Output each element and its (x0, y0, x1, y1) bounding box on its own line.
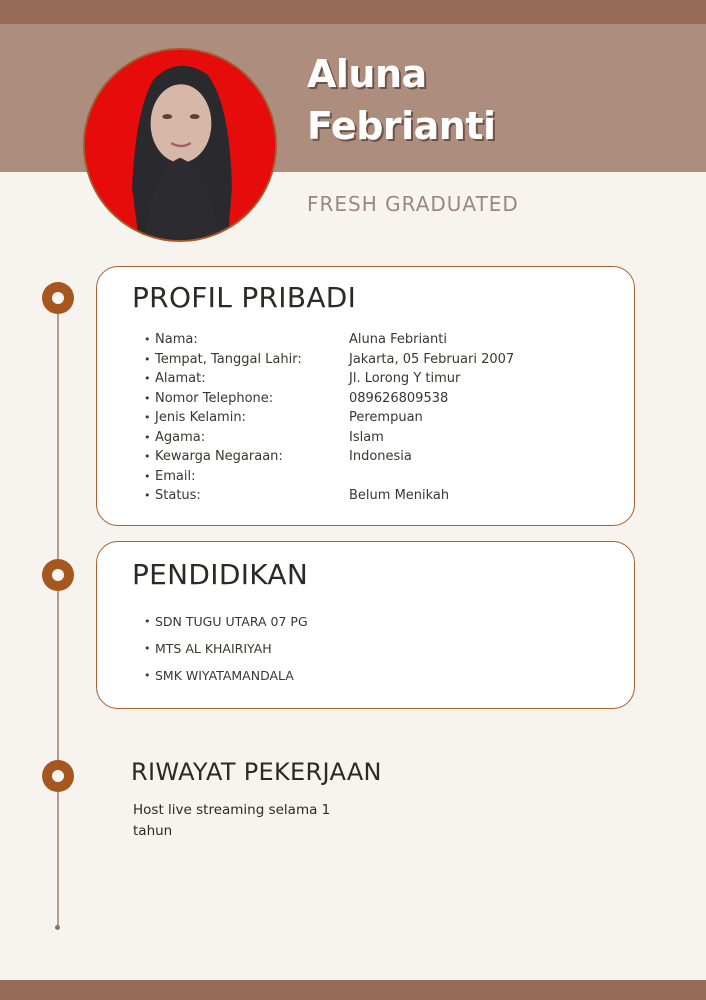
list-item: • SDN TUGU UTARA 07 PG (144, 608, 308, 635)
profile-card (96, 266, 635, 526)
section-title: RIWAYAT PEKERJAAN (131, 758, 382, 786)
field-label: Jenis Kelamin: (155, 410, 246, 425)
profile-photo (83, 48, 277, 242)
section-title: PROFIL PRIBADI (132, 281, 357, 314)
list-item: • SMK WIYATAMANDALA (144, 662, 308, 689)
job-subtitle: FRESH GRADUATED (307, 192, 519, 216)
list-item: • Agama: Islam (144, 428, 514, 448)
list-item: • Nomor Telephone: 089626809538 (144, 389, 514, 409)
field-value: 089626809538 (349, 390, 449, 406)
list-item: • Email: (144, 467, 514, 487)
field-value: Jl. Lorong Y timur (349, 371, 461, 386)
profile-list (144, 330, 514, 506)
last-name: Febrianti (307, 104, 496, 148)
field-value: Belum Menikah (349, 488, 450, 503)
field-label: Alamat: (155, 371, 206, 386)
field-label: Status: (155, 488, 201, 503)
field-value: Perempuan (349, 410, 423, 425)
list-item: • Alamat: Jl. Lorong Y timur (144, 369, 514, 389)
field-label: Tempat, Tanggal Lahir: (155, 351, 302, 367)
timeline-end-dot (55, 925, 60, 930)
list-item: • Tempat, Tanggal Lahir: Jakarta, 05 Februari 2007 (144, 350, 514, 370)
field-value: Aluna Febrianti (349, 332, 447, 347)
field-value: Indonesia (349, 449, 412, 464)
bottom-band (0, 980, 706, 1000)
field-label: Nama: (155, 332, 198, 347)
school-name: SMK WIYATAMANDALA (155, 668, 294, 683)
field-label: Nomor Telephone: (155, 390, 274, 406)
education-list (144, 608, 308, 689)
school-name: SDN TUGU UTARA 07 PG (155, 614, 308, 629)
field-label: Kewarga Negaraan: (155, 449, 283, 464)
work-description: Host live streaming selama 1 tahun (133, 802, 331, 839)
timeline-line (57, 298, 59, 928)
field-value: Islam (349, 429, 384, 445)
list-item: • MTS AL KHAIRIYAH (144, 635, 308, 662)
timeline-dot-icon (42, 282, 74, 314)
field-label: Agama: (155, 429, 206, 445)
list-item: • Nama: Aluna Febrianti (144, 330, 514, 350)
field-value: Jakarta, 05 Februari 2007 (349, 351, 515, 367)
field-label: Email: (155, 468, 196, 484)
school-name: MTS AL KHAIRIYAH (155, 641, 272, 656)
first-name: Aluna (307, 52, 427, 96)
list-item: • Kewarga Negaraan: Indonesia (144, 447, 514, 467)
timeline-dot-icon (42, 559, 74, 591)
section-title: PENDIDIKAN (132, 558, 309, 591)
list-item: • Jenis Kelamin: Perempuan (144, 408, 514, 428)
full-name (307, 48, 496, 152)
list-item: • Status: Belum Menikah (144, 486, 514, 506)
person-portrait-icon (85, 50, 275, 240)
timeline-dot-icon (42, 760, 74, 792)
top-band (0, 0, 706, 24)
education-card (96, 541, 635, 709)
